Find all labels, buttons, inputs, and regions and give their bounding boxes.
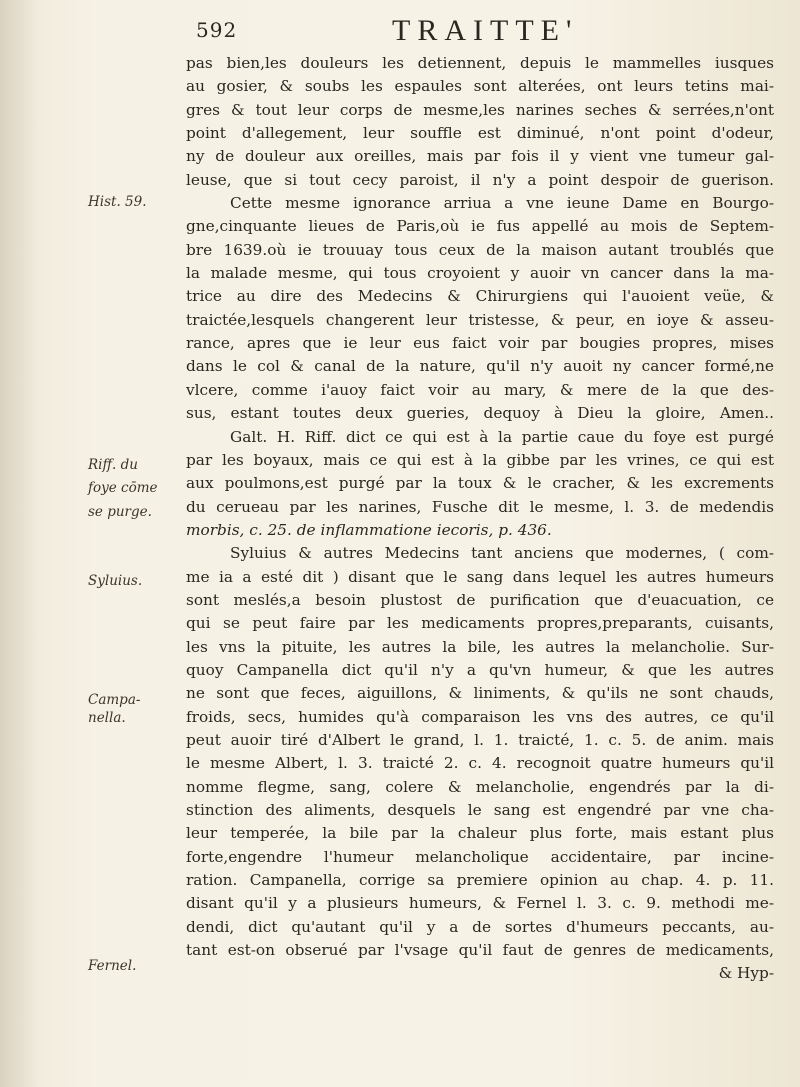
text-line: nomme flegme, sang, colere & melancholie, engendrés par la di- (186, 777, 774, 796)
text-line: morbis, c. 25. de inflammatione iecoris, p. 436. (186, 520, 552, 539)
margin-note-campanella-1: Campa- (88, 692, 141, 708)
text-line: gne,cinquante lieues de Paris,où ie fus appellé au mois de Septem- (186, 217, 774, 236)
text-line: qui se peut faire par les medicaments propres,preparants, cuisants, (186, 614, 774, 633)
margin-note-riff-3: se purge. (88, 504, 152, 520)
text-line: la malade mesme, qui tous croyoient y auoir vn cancer dans la ma- (186, 264, 774, 283)
text-line: rance, apres que ie leur eus faict voir par bougies propres, mises (186, 334, 774, 353)
text-line: traictée,lesquels changerent leur tristesse, & peur, en ioye & asseu- (186, 310, 774, 329)
margin-note-hist: Hist. 59. (88, 194, 147, 210)
text-line: tant est-on obserué par l'vsage qu'il faut de genres de medicaments, (186, 941, 774, 960)
text-line: le mesme Albert, l. 3. traicté 2. c. 4. recognoit quatre humeurs qu'il (186, 754, 774, 773)
text-line: du cerueau par les narines, Fusche dit le mesme, l. 3. de medendis (186, 497, 774, 516)
text-line: froids, secs, humides qu'à comparaison les vns des autres, ce qu'il (186, 707, 774, 726)
text-line: au gosier, & soubs les espaules sont alterées, ont leurs tetins mai- (186, 77, 774, 96)
text-line: ne sont que feces, aiguillons, & liniments, & qu'ils ne sont chauds, (186, 684, 774, 703)
text-line: sont meslés,a besoin plustost de purification que d'euacuation, ce (186, 590, 774, 609)
margin-note-riff-1: Riff. du (88, 457, 138, 473)
body-text (186, 52, 774, 986)
page-number: 592 (196, 18, 238, 42)
text-line: par les boyaux, mais ce qui est à la gibbe par les vrines, ce qui est (186, 450, 774, 469)
text-line: quoy Campanella dict qu'il n'y a qu'vn humeur, & que les autres (186, 660, 774, 679)
text-line: aux poulmons,est purgé par la toux & le cracher, & les excrements (186, 474, 774, 493)
margin-note-campanella-2: nella. (88, 710, 126, 726)
text-line: peut auoir tiré d'Albert le grand, l. 1. traicté, 1. c. 5. de anim. mais (186, 730, 774, 749)
text-line: leuse, que si tout cecy paroist, il n'y a point despoir de guerison. (186, 170, 774, 189)
text-line: dendi, dict qu'autant qu'il y a de sortes d'humeurs peccants, au- (186, 917, 774, 936)
text-line: trice au dire des Medecins & Chirurgiens qui l'auoient veüe, & (186, 287, 774, 306)
text-line: ration. Campanella, corrige sa premiere opinion au chap. 4. p. 11. (186, 871, 774, 890)
catchword: & Hyp- (718, 964, 774, 983)
text-line: disant qu'il y a plusieurs humeurs, & Fernel l. 3. c. 9. methodi me- (186, 894, 774, 913)
page-gutter-shadow (0, 0, 40, 1087)
text-line: ny de douleur aux oreilles, mais par fois il y vient vne tumeur gal- (186, 147, 774, 166)
text-line: Cette mesme ignorance arriua a vne ieune Dame en Bourgo- (230, 194, 774, 213)
text-line: dans le col & canal de la nature, qu'il n'y auoit ny cancer formé,ne (186, 357, 774, 376)
margin-note-riff-2: foye cōme (88, 480, 158, 496)
text-line: forte,engendre l'humeur melancholique accidentaire, par incine- (186, 847, 774, 866)
text-line: bre 1639.où ie trouuay tous ceux de la maison autant troublés que (186, 240, 774, 259)
text-line: Galt. H. Riff. dict ce qui est à la partie caue du foye est purgé (230, 427, 774, 446)
text-line: me ia a esté dit ) disant que le sang dans lequel les autres humeurs (186, 567, 774, 586)
text-line: point d'allegement, leur souffle est diminué, n'ont point d'odeur, (186, 124, 774, 143)
page-header (196, 14, 736, 50)
text-line: gres & tout leur corps de mesme,les narines seches & serrées,n'ont (186, 100, 774, 119)
margin-note-sylvius: Syluius. (88, 573, 143, 589)
running-head: TRAITTE' (392, 14, 579, 47)
text-line: leur temperée, la bile par la chaleur plus forte, mais estant plus (186, 824, 774, 843)
text-line: vlcere, comme i'auoy faict voir au mary, & mere de la que des- (186, 380, 774, 399)
text-line: les vns la pituite, les autres la bile, les autres la melancholie. Sur- (186, 637, 774, 656)
text-line: Syluius & autres Medecins tant anciens que modernes, ( com- (230, 544, 774, 563)
text-line: sus, estant toutes deux gueries, dequoy à Dieu la gloire, Amen.. (186, 404, 774, 423)
margin-note-fernel: Fernel. (88, 958, 137, 974)
text-line: pas bien,les douleurs les detiennent, depuis le mammelles iusques (186, 54, 774, 72)
text-line: stinction des aliments, desquels le sang est engendré par vne cha- (186, 801, 774, 819)
